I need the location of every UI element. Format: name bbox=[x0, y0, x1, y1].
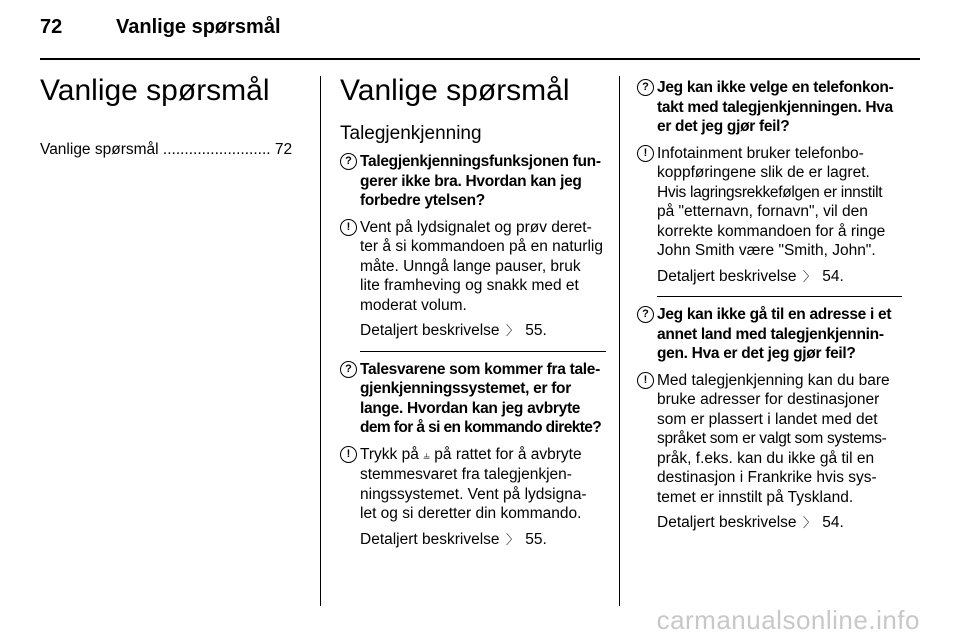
question-mark-icon: ? bbox=[340, 153, 357, 170]
answer-3-line: på "etternavn, fornavn", vil den bbox=[657, 203, 868, 220]
answer-2-line: stemmesvaret fra talegjenkjen- bbox=[360, 466, 572, 483]
answer-4-line: destinasjon i Frankrike hvis sys- bbox=[657, 469, 877, 486]
answer-4 bbox=[637, 371, 902, 508]
answer-1-line: ter å si kommandoen på en naturlig bbox=[360, 238, 603, 255]
exclamation-icon: ! bbox=[340, 446, 357, 463]
answer-1-line: Vent på lydsignalet og prøv deret- bbox=[360, 218, 592, 236]
subsection-heading: Talegjenkjenning bbox=[340, 123, 482, 144]
header-rule bbox=[40, 58, 920, 60]
answer-4-line: som er plassert i landet med det bbox=[657, 410, 878, 428]
answer-4-line: bruke adresser for destinasjoner bbox=[657, 391, 880, 408]
question-4-line: gen. Hva er det jeg gjør feil? bbox=[657, 345, 856, 362]
answer-1-line: moderat volum. bbox=[360, 296, 467, 314]
answer-2 bbox=[340, 445, 606, 524]
detail-page: 54. bbox=[822, 267, 844, 285]
detail-reference-4[interactable] bbox=[657, 513, 902, 543]
voice-button-icon: ⫨ bbox=[423, 447, 430, 462]
detail-reference-1[interactable] bbox=[360, 321, 606, 352]
question-2-line: gjenkjenningssystemet, er for bbox=[360, 380, 571, 397]
detail-label: Detaljert beskrivelse bbox=[657, 514, 797, 531]
page-header-title: Vanlige spørsmål bbox=[116, 16, 281, 38]
main-column-2 bbox=[637, 78, 902, 551]
answer-3-line: Hvis lagringsrekkefølgen er innstilt bbox=[657, 183, 883, 201]
question-2 bbox=[340, 360, 606, 438]
question-3-line: Jeg kan ikke velge en telefonkon- bbox=[657, 79, 894, 96]
answer-3-line: koppføringene slik de er lagret. bbox=[657, 164, 870, 181]
detail-page: 55. bbox=[525, 530, 547, 548]
arrow-reference-icon: 〉 bbox=[505, 531, 519, 547]
detail-label: Detaljert beskrivelse bbox=[360, 530, 500, 548]
question-4 bbox=[637, 305, 902, 364]
detail-label: Detaljert beskrivelse bbox=[360, 322, 500, 339]
question-2-line: lange. Hvordan kan jeg avbryte bbox=[360, 399, 581, 417]
answer-4-line: språket som er valgt som systems- bbox=[657, 430, 887, 447]
answer-3-line: korrekte kommandoen for å ringe bbox=[657, 222, 886, 240]
question-1-line: forbedre ytelsen? bbox=[360, 192, 485, 209]
question-1-line: gerer ikke bra. Hvordan kan jeg bbox=[360, 172, 582, 190]
answer-1 bbox=[340, 218, 606, 316]
detail-page: 55. bbox=[525, 322, 547, 339]
question-3-line: er det jeg gjør feil? bbox=[657, 118, 790, 135]
exclamation-icon: ! bbox=[340, 219, 357, 236]
arrow-reference-icon: 〉 bbox=[802, 515, 816, 530]
main-column-1 bbox=[340, 74, 606, 567]
detail-reference-2[interactable] bbox=[360, 530, 606, 560]
answer-3 bbox=[637, 144, 902, 261]
question-mark-icon: ? bbox=[637, 79, 654, 96]
answer-4-line: Med talegjenkjenning kan du bare bbox=[657, 371, 890, 389]
question-4-line: annet land med talegjenkjennin- bbox=[657, 325, 884, 343]
watermark: carmanualsonline.info bbox=[656, 605, 920, 635]
arrow-reference-icon: 〉 bbox=[802, 268, 816, 284]
column-divider-1 bbox=[320, 76, 321, 606]
detail-reference-3[interactable] bbox=[657, 267, 902, 298]
toc-entry[interactable]: Vanlige spørsmål ......................... 72 bbox=[40, 141, 293, 158]
answer-3-line: John Smith være "Smith, John". bbox=[657, 242, 876, 259]
detail-page: 54. bbox=[822, 514, 844, 531]
answer-1-line: måte. Unngå lange pauser, bruk bbox=[360, 257, 581, 275]
question-3-line: takt med talegjenkjenningen. Hva bbox=[657, 98, 893, 116]
answer-2-line: på rattet for å avbryte bbox=[434, 445, 582, 463]
question-1-line: Talegjenkjenningsfunksjonen fun- bbox=[360, 153, 601, 170]
answer-1-line: lite framheving og snakk med et bbox=[360, 277, 579, 294]
sidebar-heading: Vanlige spørsmål bbox=[40, 74, 270, 107]
page-number: 72 bbox=[40, 16, 63, 38]
question-3 bbox=[637, 78, 902, 137]
question-2-line: dem for å si en kommando direkte? bbox=[360, 419, 602, 436]
sidebar-column bbox=[40, 74, 302, 160]
exclamation-icon: ! bbox=[637, 145, 654, 162]
question-2-line: Talesvarene som kommer fra tale- bbox=[360, 360, 600, 378]
exclamation-icon: ! bbox=[637, 372, 654, 389]
answer-4-line: pråk, f.eks. kan du ikke gå til en bbox=[657, 449, 875, 467]
answer-2-line: let og si deretter din kommando. bbox=[360, 505, 582, 522]
answer-4-line: temet er innstilt på Tyskland. bbox=[657, 488, 854, 506]
question-mark-icon: ? bbox=[637, 306, 654, 323]
answer-2-line: Trykk på bbox=[360, 445, 419, 463]
answer-2-line: ningssystemet. Vent på lydsigna- bbox=[360, 485, 587, 503]
question-1 bbox=[340, 152, 606, 211]
answer-3-line: Infotainment bruker telefonbo- bbox=[657, 144, 864, 162]
question-4-line: Jeg kan ikke gå til en adresse i et bbox=[657, 306, 892, 323]
question-mark-icon: ? bbox=[340, 361, 357, 378]
section-heading: Vanlige spørsmål bbox=[340, 74, 570, 107]
arrow-reference-icon: 〉 bbox=[505, 323, 519, 338]
column-divider-2 bbox=[619, 76, 620, 606]
detail-label: Detaljert beskrivelse bbox=[657, 267, 797, 285]
